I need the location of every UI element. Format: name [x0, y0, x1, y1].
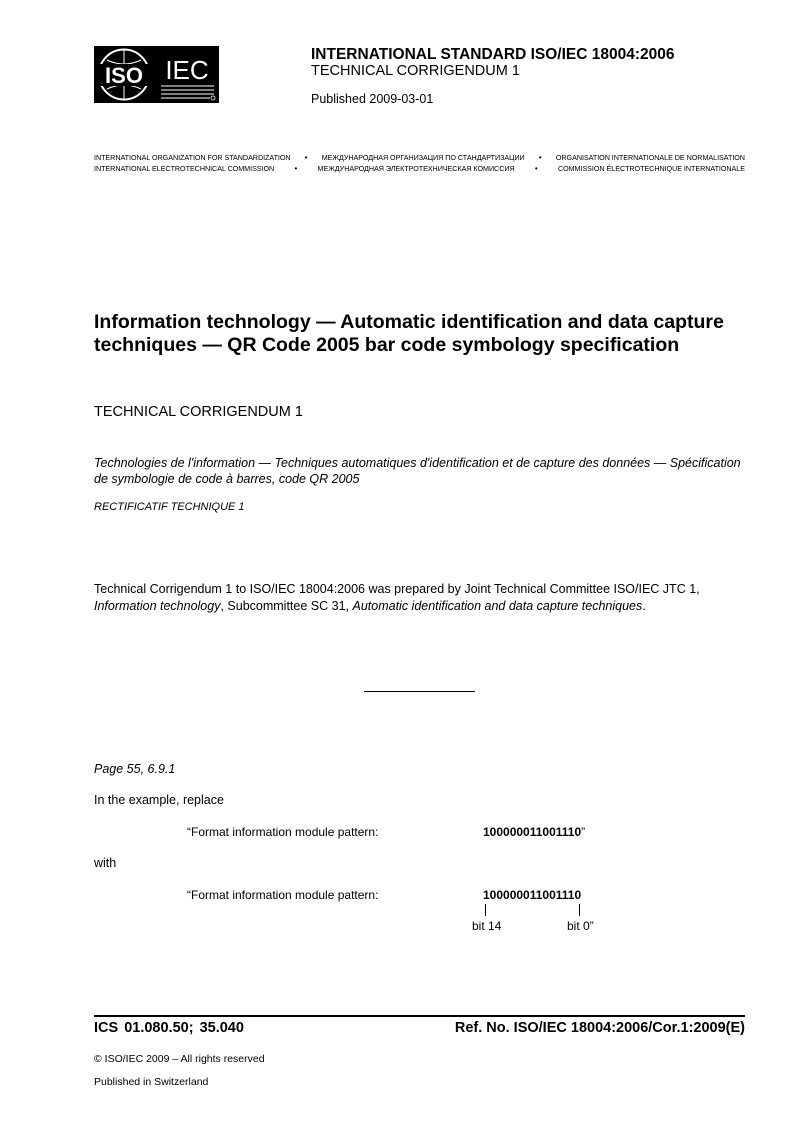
bit-0-text: bit 0 [567, 919, 590, 933]
french-title: Technologies de l'information — Techniques automatiques d'identification et de capture des données — Spécification de symbologie de code à barres, code QR 2005 [94, 456, 741, 486]
copyright-notice: © ISO/IEC 2009 – All rights reserved [94, 1053, 265, 1065]
published-in: Published in Switzerland [94, 1076, 209, 1088]
prep-text-1: Technical Corrigendum 1 to ISO/IEC 18004:2006 was prepared by Joint Technical Committee ISO/IEC JTC 1, [94, 582, 700, 596]
close-quote: ” [581, 825, 586, 839]
french-corrigendum-label: RECTIFICATIF TECHNIQUE 1 [94, 501, 245, 513]
org-iso-ru: МЕЖДУНАРОДНАЯ ОРГАНИЗАЦИЯ ПО СТАНДАРТИЗАЦИИ [321, 153, 525, 162]
committee-name: Information technology [94, 599, 221, 613]
published-date: Published 2009-03-01 [311, 92, 434, 106]
close-quote: ” [589, 919, 594, 933]
old-label-text: Format information module pattern: [191, 825, 379, 839]
new-pattern-label [187, 888, 378, 902]
iso-logo-text: ISO [105, 63, 143, 88]
page-reference: Page 55, 6.9.1 [94, 762, 176, 776]
prep-text-3: . [642, 599, 646, 613]
org-iso-fr: ORGANISATION INTERNATIONALE DE NORMALISATION [555, 153, 745, 162]
replace-instruction: In the example, replace [94, 793, 224, 807]
org-iec-ru: МЕЖДУНАРОДНАЯ ЭЛЕКТРОТЕХНИЧЕСКАЯ КОМИССИЯ [317, 164, 515, 173]
footer-rule [94, 1015, 745, 1017]
separator-line [364, 691, 475, 692]
iso-logo-icon [95, 46, 153, 103]
bit-0-marker [579, 904, 580, 916]
bit-14-label: bit 14 [472, 919, 502, 933]
document-title: Information technology — Automatic identification and data capture techniques — QR Code 2005 bar code symbology specification [94, 311, 724, 356]
standard-title: INTERNATIONAL STANDARD ISO/IEC 18004:2006 [311, 46, 675, 63]
iso-iec-logo [94, 46, 219, 103]
org-separator: • [534, 164, 538, 173]
prep-text-2: , Subcommittee SC 31, [220, 599, 353, 613]
organizations-row-2 [94, 164, 745, 173]
new-pattern-value: 100000011001110 [483, 888, 582, 902]
org-separator: • [538, 153, 542, 162]
org-separator: • [304, 153, 308, 162]
org-iec-fr: COMMISSION ÉLECTROTECHNIQUE INTERNATIONALE [557, 164, 745, 173]
corrigendum-label: TECHNICAL CORRIGENDUM 1 [94, 404, 303, 420]
with-instruction: with [94, 856, 117, 870]
iec-logo-text: IEC [165, 55, 209, 85]
corrigendum-heading: TECHNICAL CORRIGENDUM 1 [311, 63, 520, 79]
open-quote: “ [187, 888, 191, 902]
new-label-text: Format information module pattern: [191, 888, 379, 902]
org-separator: • [294, 164, 298, 173]
preparation-paragraph [94, 581, 754, 615]
bit-14-marker [485, 904, 486, 916]
bit-0-label [567, 919, 594, 933]
old-pattern-label [187, 825, 378, 839]
ics-codes: ICS 01.080.50; 35.040 [94, 1020, 244, 1036]
org-iso-en: INTERNATIONAL ORGANIZATION FOR STANDARDIZATION [94, 153, 291, 162]
old-value-text: 100000011001110 [483, 825, 582, 839]
organizations-row-1 [94, 153, 745, 162]
subcommittee-name: Automatic identification and data capture techniques [352, 599, 643, 613]
reference-number: Ref. No. ISO/IEC 18004:2006/Cor.1:2009(E) [454, 1020, 745, 1036]
iec-logo-icon [156, 46, 219, 103]
open-quote: “ [187, 825, 191, 839]
org-iec-en: INTERNATIONAL ELECTROTECHNICAL COMMISSION [94, 164, 275, 173]
old-pattern-value [483, 825, 585, 839]
